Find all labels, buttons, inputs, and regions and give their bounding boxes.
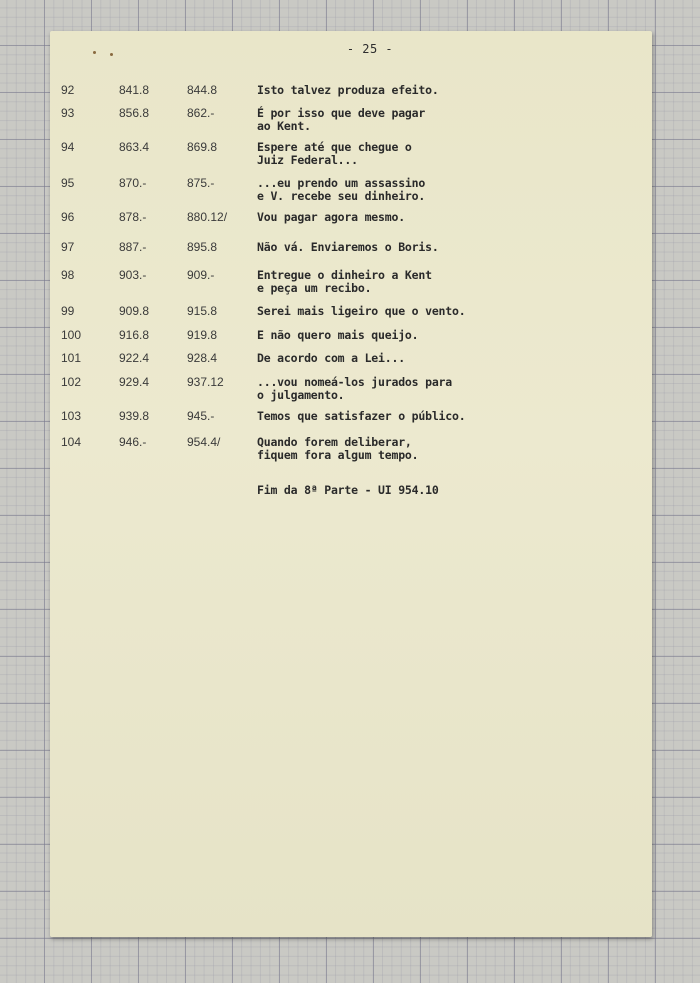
subtitle-line: ...vou nomeá-los jurados para bbox=[257, 375, 452, 389]
timecode-in: 909.8 bbox=[119, 304, 150, 318]
subtitle-number: 92 bbox=[61, 83, 75, 97]
timecode-out: 875.- bbox=[187, 176, 215, 190]
subtitle-number: 96 bbox=[61, 210, 75, 224]
subtitle-line: e V. recebe seu dinheiro. bbox=[257, 189, 426, 203]
timecode-in: 887.- bbox=[119, 240, 147, 254]
subtitle-line: Serei mais ligeiro que o vento. bbox=[257, 304, 466, 318]
end-note: Fim da 8ª Parte - UI 954.10 bbox=[257, 483, 439, 497]
subtitle-line: É por isso que deve pagar bbox=[257, 106, 426, 120]
timecode-in: 946.- bbox=[119, 435, 147, 449]
subtitle-line: Juiz Federal... bbox=[257, 153, 358, 167]
timecode-out: 862.- bbox=[187, 106, 215, 120]
subtitle-number: 103 bbox=[61, 409, 82, 423]
subtitle-line: Isto talvez produza efeito. bbox=[257, 83, 439, 97]
subtitle-number: 100 bbox=[61, 328, 82, 342]
timecode-out: 945.- bbox=[187, 409, 215, 423]
timecode-out: 954.4/ bbox=[187, 435, 221, 449]
timecode-in: 929.4 bbox=[119, 375, 150, 389]
timecode-out: 869.8 bbox=[187, 140, 218, 154]
subtitle-text bbox=[257, 84, 439, 97]
subtitle-line: De acordo com a Lei... bbox=[257, 351, 405, 365]
timecode-out: 937.12 bbox=[187, 375, 224, 389]
subtitle-text bbox=[257, 241, 439, 254]
page-number: - 25 - bbox=[346, 42, 394, 56]
subtitle-line: Entregue o dinheiro a Kent bbox=[257, 268, 432, 282]
subtitle-number: 104 bbox=[61, 435, 82, 449]
timecode-in: 939.8 bbox=[119, 409, 150, 423]
subtitle-number: 93 bbox=[61, 106, 75, 120]
timecode-in: 856.8 bbox=[119, 106, 150, 120]
subtitle-line: Não vá. Enviaremos o Boris. bbox=[257, 240, 439, 254]
subtitle-number: 94 bbox=[61, 140, 75, 154]
subtitle-line: o julgamento. bbox=[257, 388, 345, 402]
subtitle-line: Quando forem deliberar, bbox=[257, 435, 412, 449]
timecode-in: 870.- bbox=[119, 176, 147, 190]
subtitle-text bbox=[257, 376, 452, 402]
subtitle-text bbox=[257, 211, 405, 224]
subtitle-text bbox=[257, 177, 425, 203]
subtitle-number: 99 bbox=[61, 304, 75, 318]
timecode-in: 916.8 bbox=[119, 328, 150, 342]
subtitle-line: Temos que satisfazer o público. bbox=[257, 409, 466, 423]
subtitle-line: fiquem fora algum tempo. bbox=[257, 448, 419, 462]
timecode-out: 909.- bbox=[187, 268, 215, 282]
timecode-in: 922.4 bbox=[119, 351, 150, 365]
timecode-in: 841.8 bbox=[119, 83, 150, 97]
stain-mark bbox=[110, 53, 113, 56]
subtitle-text bbox=[257, 436, 418, 462]
timecode-out: 880.12/ bbox=[187, 210, 228, 224]
subtitle-text bbox=[257, 107, 425, 133]
subtitle-text bbox=[257, 329, 418, 342]
subtitle-text bbox=[257, 305, 465, 318]
subtitle-number: 97 bbox=[61, 240, 75, 254]
subtitle-line: E não quero mais queijo. bbox=[257, 328, 419, 342]
subtitle-number: 102 bbox=[61, 375, 82, 389]
subtitle-text bbox=[257, 269, 432, 295]
timecode-out: 928.4 bbox=[187, 351, 218, 365]
timecode-in: 878.- bbox=[119, 210, 147, 224]
timecode-out: 919.8 bbox=[187, 328, 218, 342]
subtitle-text bbox=[257, 410, 465, 423]
subtitle-line: ...eu prendo um assassino bbox=[257, 176, 426, 190]
stain-mark bbox=[93, 51, 96, 54]
subtitle-number: 95 bbox=[61, 176, 75, 190]
subtitle-number: 98 bbox=[61, 268, 75, 282]
subtitle-line: e peça um recibo. bbox=[257, 281, 372, 295]
timecode-out: 844.8 bbox=[187, 83, 218, 97]
subtitle-number: 101 bbox=[61, 351, 82, 365]
subtitle-text bbox=[257, 352, 405, 365]
subtitle-line: Vou pagar agora mesmo. bbox=[257, 210, 405, 224]
document-sheet bbox=[50, 31, 652, 937]
timecode-out: 915.8 bbox=[187, 304, 218, 318]
timecode-out: 895.8 bbox=[187, 240, 218, 254]
subtitle-text bbox=[257, 141, 412, 167]
subtitle-line: ao Kent. bbox=[257, 119, 311, 133]
timecode-in: 903.- bbox=[119, 268, 147, 282]
timecode-in: 863.4 bbox=[119, 140, 150, 154]
subtitle-line: Espere até que chegue o bbox=[257, 140, 412, 154]
